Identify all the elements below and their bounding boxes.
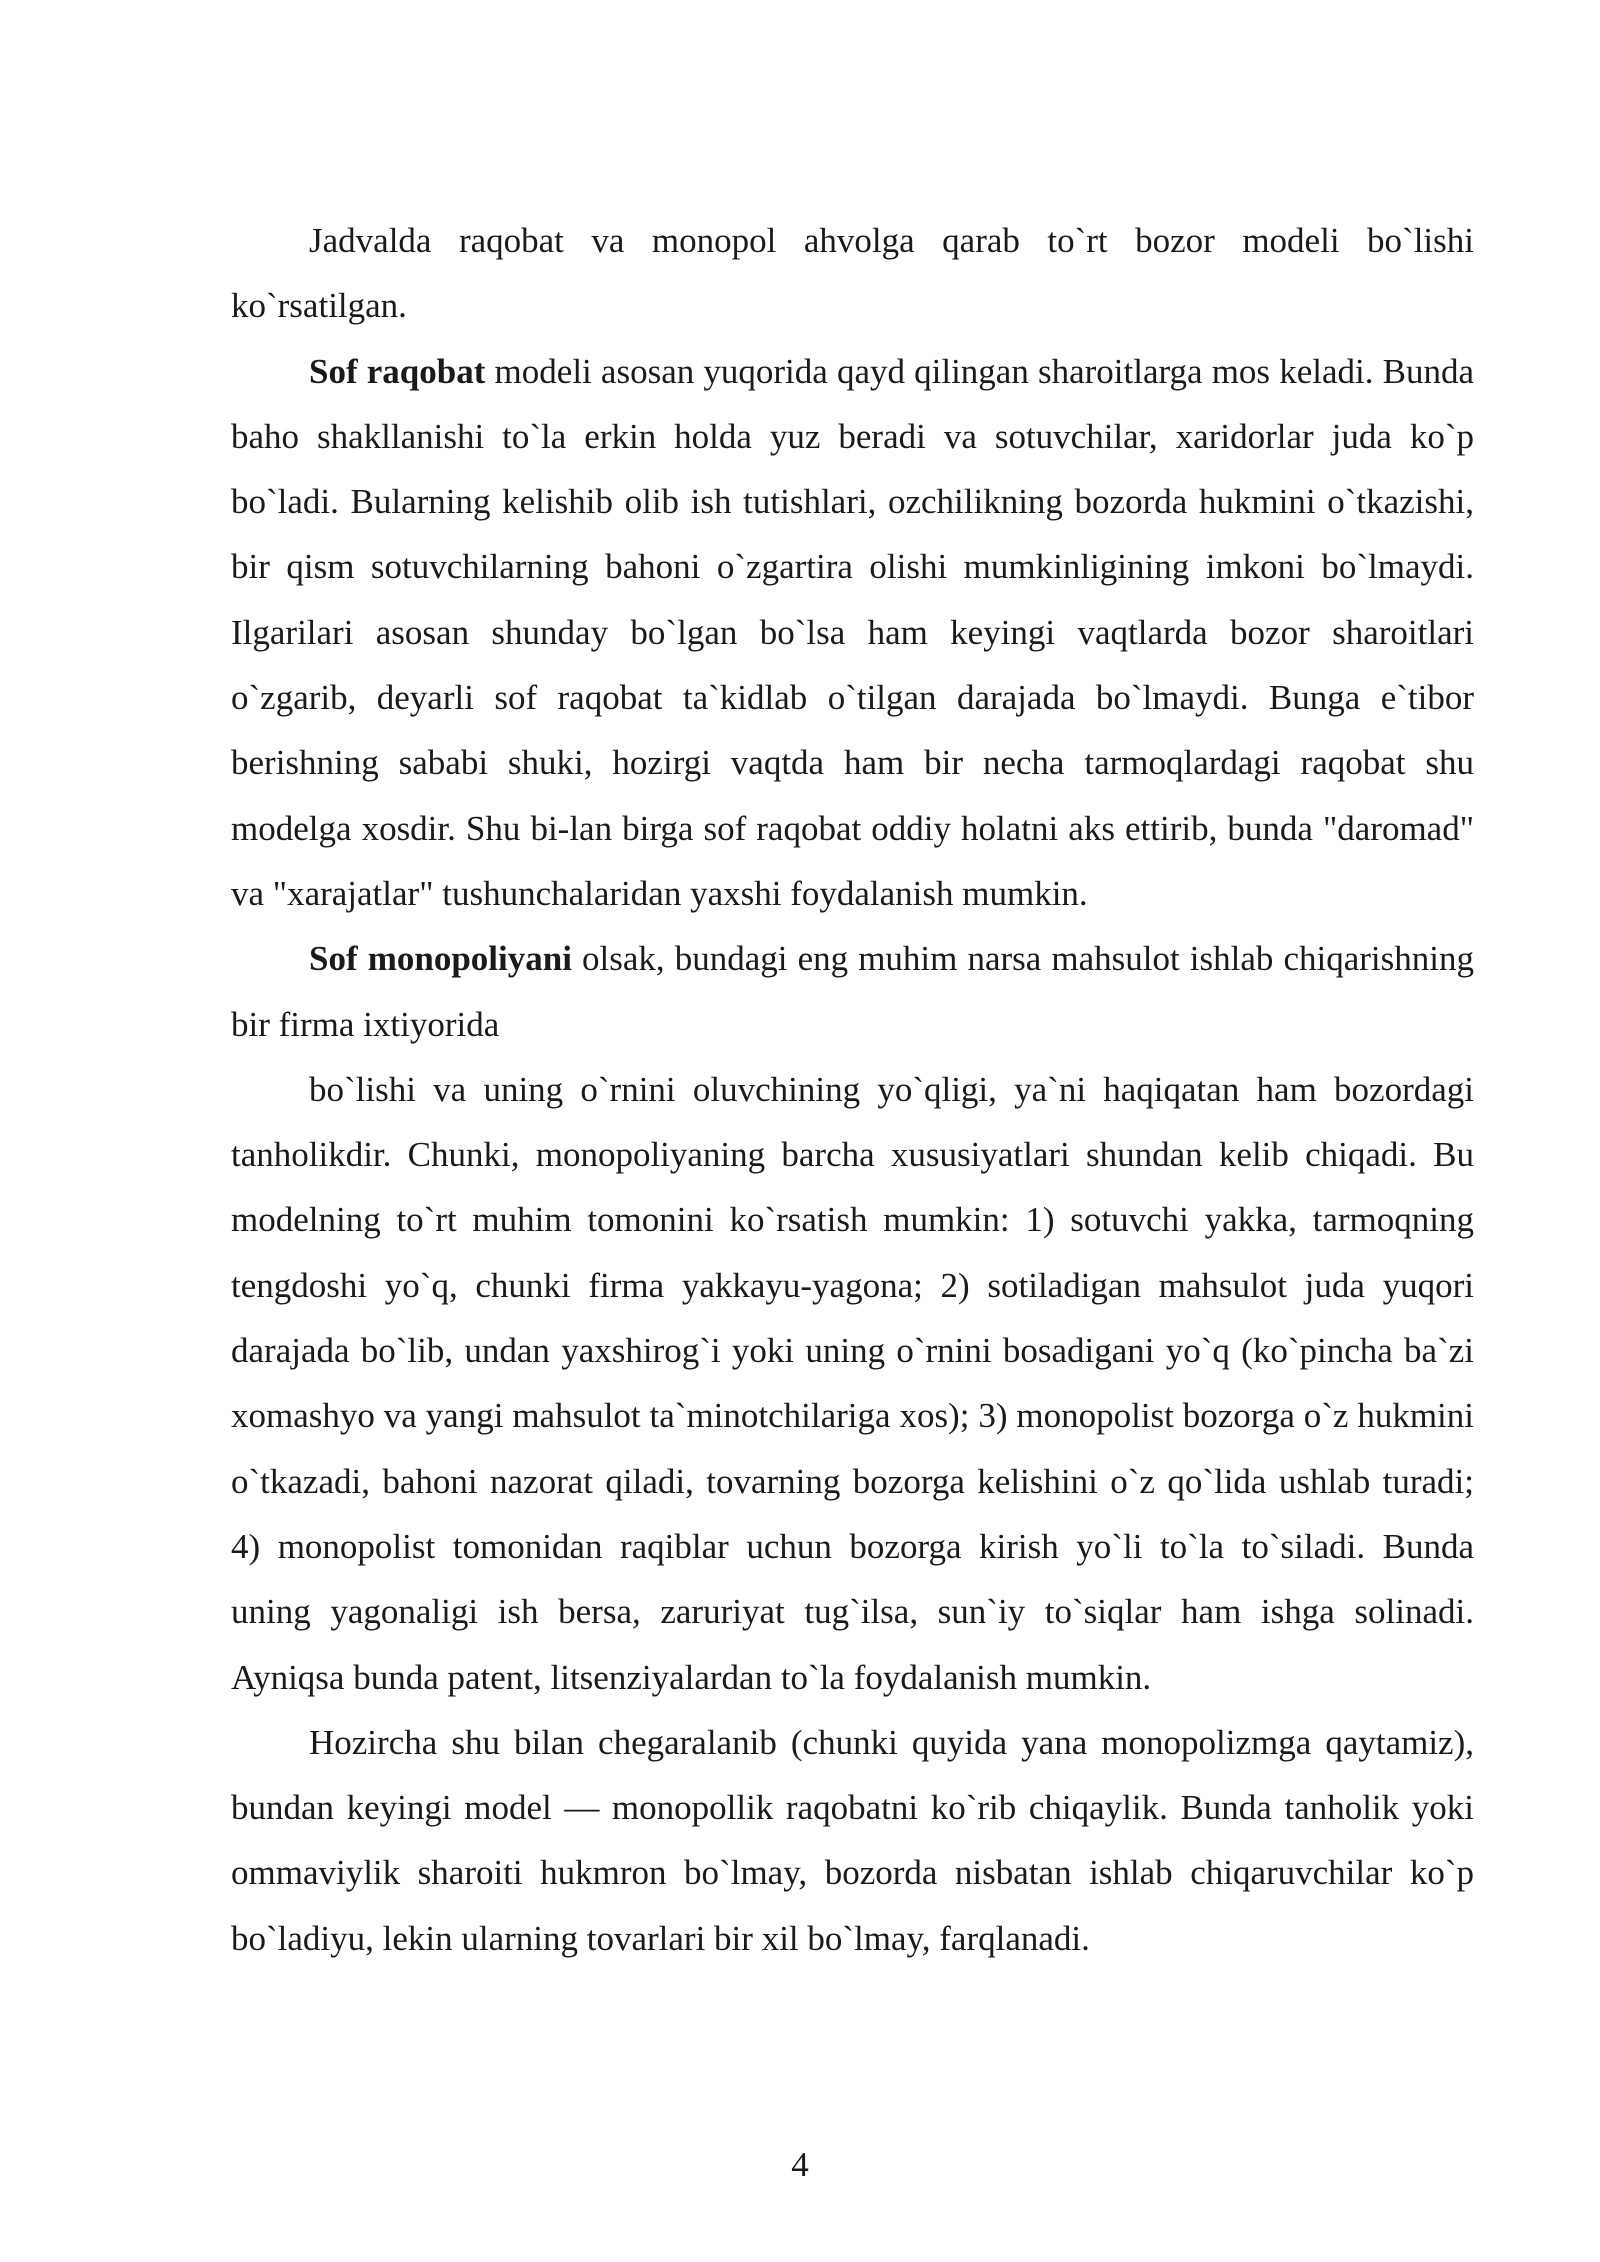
paragraph-text: bo`lishi va uning o`rnini oluvchining yo`qligi, ya`ni haqiqatan ham bozordagi tanholikdir. Chunki, monopoliyaning barcha xususiyatlari shundan kelib chiqadi. Bu modelning to`rt muhim tomonini ko`rsatish mumkin: 1) sotuvchi yakka, tarmoqning tengdoshi yo`q, chunki firma yakkayu-yagona; 2) sotiladigan mahsulot juda yuqori darajada bo`lib, undan yaxshirog`i yoki uning o`rnini bosadigani yo`q (ko`pincha ba`zi xomashyo va yangi mahsulot ta`minotchilariga xos); 3) monopolist bozorga o`z hukmini o`tkazadi, bahoni nazorat qiladi, tovarning bozorga kelishini o`z qo`lida ushlab turadi; 4) monopolist tomonidan raqiblar uchun bozorga kirish yo`li to`la to`siladi. Bunda uning yagonaligi ish bersa, zaruriyat tug`ilsa, sun`iy to`siqlar ham ishga solinadi. Ayniqsa bunda patent, litsenziyalardan to`la foydalanish mumkin.	[231, 1069, 1474, 1697]
paragraph-monopoly-features	[231, 1057, 1474, 1710]
paragraph-text: olsak, bundagi eng muhim narsa mahsulot ishlab chiqarishning bir firma ixtiyorida	[231, 939, 1474, 1044]
term-pure-monopoly: Sof monopoliyani	[309, 939, 572, 979]
paragraph-monopolistic-competition	[231, 1710, 1474, 1971]
page-number: 4	[791, 2145, 809, 2184]
paragraph-text: Hozircha shu bilan chegaralanib (chunki quyida yana monopolizmga qaytamiz), bundan keyingi model — monopollik raqobatni ko`rib chiqaylik. Bunda tanholik yoki ommaviylik sharoiti hukmron bo`lmay, bozorda nisbatan ishlab chiqaruvchilar ko`p bo`ladiyu, lekin ularning tovarlari bir xil bo`lmay, farqlanadi.	[231, 1722, 1474, 1958]
paragraph-pure-competition	[231, 339, 1474, 927]
paragraph-table-intro	[231, 208, 1474, 339]
term-pure-competition: Sof raqobat	[309, 351, 486, 391]
document-body	[231, 208, 1474, 1971]
paragraph-pure-monopoly	[231, 926, 1474, 1057]
paragraph-text: modeli asosan yuqorida qayd qilingan sharoitlarga mos keladi. Bunda baho shakllanishi to`la erkin holda yuz beradi va sotuvchilar, xaridorlar juda ko`p bo`ladi. Bularning kelishib olib ish tutishlari, ozchilikning bozorda hukmini o`tkazishi, bir qism sotuvchilarning bahoni o`zgartira olishi mumkinligining imkoni bo`lmaydi. Ilgarilari asosan shunday bo`lgan bo`lsa ham keyingi vaqtlarda bozor sharoitlari o`zgarib, deyarli sof raqobat ta`kidlab o`tilgan darajada bo`lmaydi. Bunga e`tibor berishning sababi shuki, hozirgi vaqtda ham bir necha tarmoqlardagi raqobat shu modelga xosdir. Shu bi-lan birga sof raqobat oddiy holatni aks ettirib, bunda "daromad" va "xarajatlar" tushunchalaridan yaxshi foydalanish mumkin.	[231, 351, 1474, 913]
paragraph-text: Jadvalda raqobat va monopol ahvolga qarab to`rt bozor modeli bo`lishi ko`rsatilgan.	[231, 221, 1474, 326]
